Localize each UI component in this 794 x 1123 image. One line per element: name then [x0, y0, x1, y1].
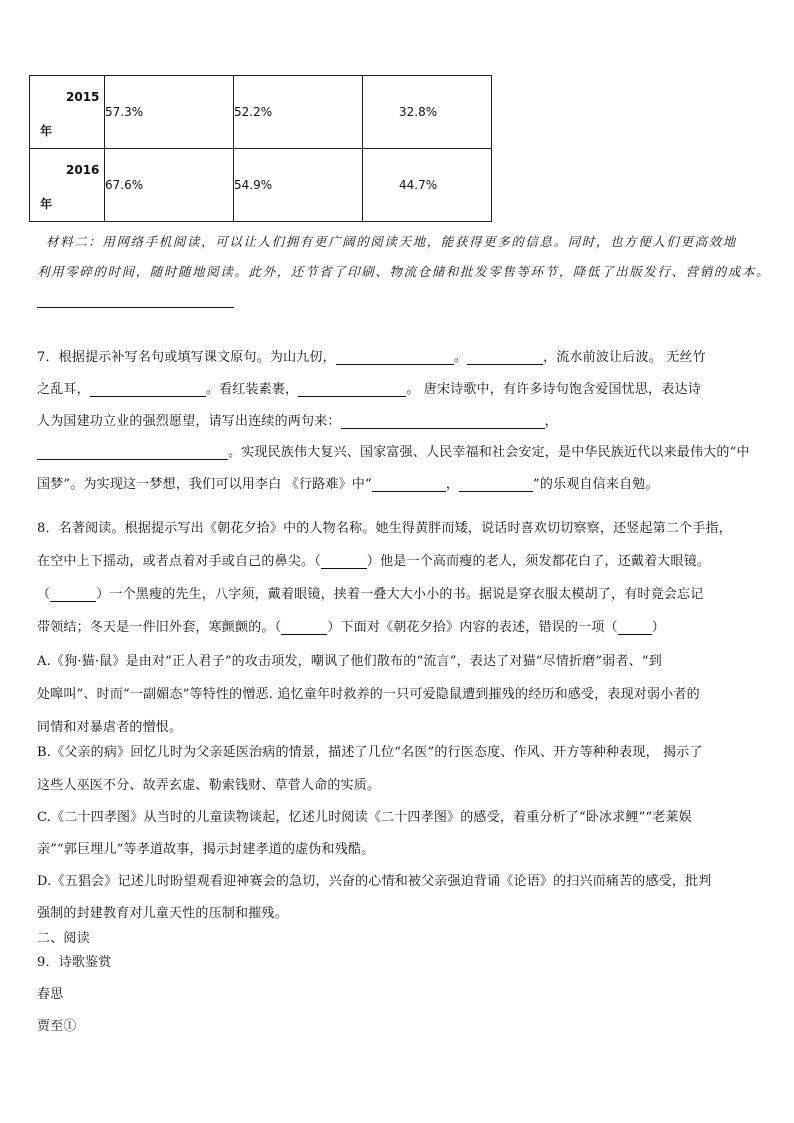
option-a-line2: 处嗥叫”、时而“一副媚态”等特性的憎恶. 追忆童年时救养的一只可爱隐鼠遭到摧残的经历和感受，表现对弱小者的 [37, 687, 700, 702]
poem-title: 春思 [37, 987, 64, 1002]
option-c-line2: 亲”“郭巨埋儿”等孝道故事，揭示封建孝道的虚伪和残酷。 [37, 842, 375, 857]
material2-line1: 材料二：用网络手机阅读，可以让人们拥有更广阔的阅读天地，能获得更多的信息。同时，也方便人们更高效地 [46, 234, 737, 249]
answer-blank[interactable] [90, 382, 206, 397]
value-cell: 54.9% [234, 149, 363, 222]
answer-blank[interactable] [618, 620, 652, 635]
q7-line2: 之乱耳， 。看红装素裹， 。 唐宋诗歌中，有许多诗句饱含爱国忧思，表达诗 [37, 382, 701, 397]
option-c-line1: C.《二十四孝图》从当时的儿童读物谈起，忆述儿时阅读《二十四孝图》的感受，着重分析了“卧冰求鲤”“老莱娱 [37, 810, 692, 825]
year-suffix: 年 [40, 124, 53, 138]
section-title: 二、阅读 [37, 931, 90, 946]
answer-blank[interactable] [336, 350, 454, 365]
year-cell [30, 149, 105, 222]
option-a-line3: 同情和对暴虐者的憎恨。 [37, 720, 183, 735]
option-d-line1: D.《五猖会》记述儿时盼望观看迎神赛会的急切，兴奋的心情和被父亲强迫背诵《论语》的扫兴而痛苦的感受，批判 [37, 874, 712, 889]
year-cell [30, 76, 105, 149]
answer-blank[interactable] [37, 445, 228, 460]
value-cell: 57.3% [105, 76, 234, 149]
q8-line4: 带领结；冬天是一件旧外套，寒颤颤的。（ ）下面对《朝花夕拾》内容的表述，错误的一项（ ） [37, 620, 665, 635]
year-number: 2015 [66, 90, 100, 104]
value-cell: 67.6% [105, 149, 234, 222]
q7-line5: 国梦”。为实现这一梦想，我们可以用李白 《行路难》中“ ， ”的乐观自信来自勉。 [37, 477, 659, 492]
q8-line3: （ ）一个黑瘦的先生，八字须，戴着眼镜，挟着一叠大大小小的书。据说是穿衣服太模胡了，有时竟会忘记 [37, 587, 704, 602]
answer-blank[interactable] [467, 350, 543, 365]
option-d-line2: 强制的封建教育对儿童天性的压制和摧残。 [37, 906, 288, 921]
q7-line3: 人为国建功立业的强烈愿望，请写出连续的两句来： ， [37, 414, 558, 429]
divider [37, 307, 234, 308]
q7-line4: 。实现民族伟大复兴、国家富强、人民幸福和社会安定，是中华民族近代以来最伟大的“中 [37, 441, 762, 460]
answer-blank[interactable] [298, 382, 406, 397]
data-table [29, 75, 492, 222]
q8-line2: 在空中上下摇动，或者点着对手或自己的鼻尖。（ ）他是一个高而瘦的老人，须发都花白了，还戴着大眼镜。 [37, 554, 711, 569]
answer-blank[interactable] [372, 477, 446, 492]
answer-blank[interactable] [50, 587, 96, 602]
option-a-line1: A.《狗·猫·鼠》是由对“正人君子”的攻击项发，嘲讽了他们散布的“流言”，表达了对猫“尽情折磨”弱者、“到 [37, 654, 662, 669]
answer-blank[interactable] [459, 477, 533, 492]
year-suffix: 年 [40, 197, 53, 211]
q8-line1: 8．名著阅读。根据提示写出《朝花夕拾》中的人物名称。她生得黄胖而矮，说话时喜欢切切察察，还竖起第二个手指， [37, 521, 732, 536]
poem-author: 贾至① [37, 1019, 77, 1034]
table-row [30, 149, 492, 222]
year-number: 2016 [66, 163, 100, 177]
q9-heading: 9．诗歌鉴赏 [37, 955, 112, 970]
answer-blank[interactable] [281, 620, 327, 635]
option-b-line2: 这些人巫医不分、故弄玄虚、勒索钱财、草菅人命的实质。 [37, 778, 381, 793]
answer-blank[interactable] [321, 554, 367, 569]
value-cell: 32.8% [363, 76, 492, 149]
value-cell: 44.7% [363, 149, 492, 222]
q7-line1: 7．根据提示补写名句或填写课文原句。为山九仞， 。 ，流水前波让后波。 无丝竹 [37, 350, 706, 365]
value-cell: 52.2% [234, 76, 363, 149]
answer-blank[interactable] [341, 414, 545, 429]
table-row [30, 76, 492, 149]
material2-line2: 利用零碎的时间，随时随地阅读。此外，还节省了印刷、物流仓储和批发零售等环节，降低了出版发行、营销的成本。 [37, 264, 771, 279]
option-b-line1: B.《父亲的病》回忆儿时为父亲延医治病的情景，描述了几位“名医”的行医态度、作风、开方等种种表现， 揭示了 [37, 745, 703, 760]
